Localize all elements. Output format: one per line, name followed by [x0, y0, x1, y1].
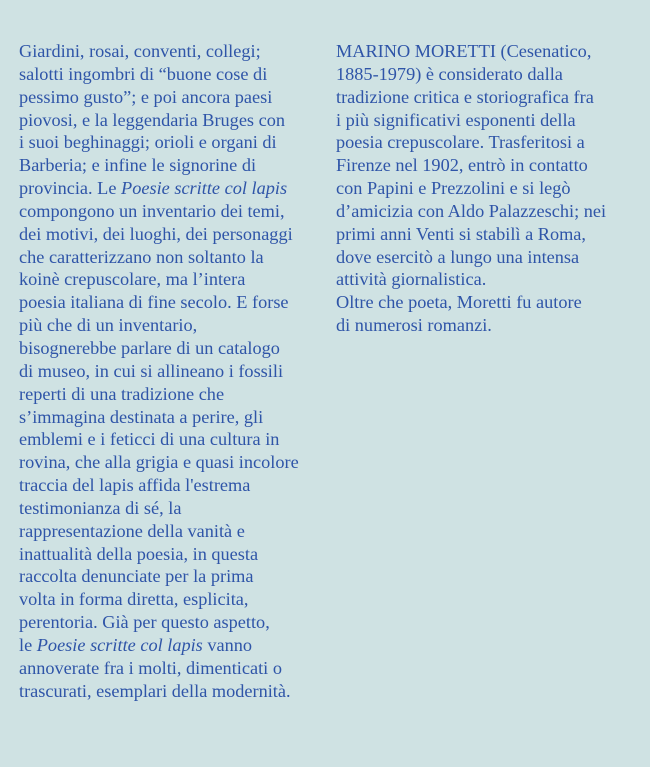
synopsis-line: reperti di una tradizione che	[19, 383, 225, 404]
bio-line: Firenze nel 1902, entrò in contatto	[336, 155, 588, 176]
synopsis-line: pessimo gusto”; e poi ancora paesi	[19, 86, 273, 107]
synopsis-line	[19, 177, 319, 200]
synopsis-line: traccia del lapis affida l'estrema	[19, 475, 251, 496]
book-title-italic: Poesie scritte col lapis	[36, 634, 203, 655]
synopsis-line: inattualità della poesia, in questa	[19, 543, 259, 564]
synopsis-line: annoverate fra i molti, dimenticati o	[19, 657, 282, 678]
line-text: vanno	[202, 634, 253, 655]
synopsis-line: Giardini, rosai, conventi, collegi;	[19, 41, 261, 61]
synopsis-line: salotti ingombri di “buone cose di	[19, 63, 268, 84]
line-text: le	[19, 634, 37, 655]
bio-line: poesia crepuscolare. Trasferitosi a	[336, 132, 585, 153]
synopsis-line: raccolta denunciate per la prima	[19, 566, 254, 587]
bio-line: attività giornalistica.	[336, 269, 487, 290]
synopsis-line: trascurati, esemplari della modernità.	[19, 680, 291, 701]
synopsis-line: piovosi, e la leggendaria Bruges con	[19, 109, 286, 130]
bio-line: di numerosi romanzi.	[336, 315, 492, 336]
synopsis-line: rovina, che alla grigia e quasi incolore	[19, 452, 299, 473]
line-text: provincia. Le	[19, 178, 122, 199]
synopsis-line: di museo, in cui si allineano i fossili	[19, 360, 284, 381]
bio-line: dove esercitò a lungo una intensa	[336, 246, 580, 267]
synopsis-line: compongono un inventario dei temi,	[19, 200, 285, 221]
synopsis-line: bisognerebbe parlare di un catalogo	[19, 337, 280, 358]
bio-line: 1885-1979) è considerato dalla	[336, 63, 563, 84]
synopsis-line: koinè crepuscolare, ma l’intera	[19, 269, 246, 290]
synopsis-line: rappresentazione della vanità e	[19, 520, 245, 541]
synopsis-line	[19, 634, 319, 657]
book-title-italic: Poesie scritte col lapis	[121, 178, 288, 199]
synopsis-column	[19, 40, 319, 702]
bio-line: con Papini e Prezzolini e si legò	[336, 178, 571, 199]
synopsis-line: dei motivi, dei luoghi, dei personaggi	[19, 223, 293, 244]
synopsis-line: Barberia; e infine le signorine di	[19, 155, 257, 176]
bio-line: i più significativi esponenti della	[336, 109, 576, 130]
bio-line: tradizione critica e storiografica fra	[336, 86, 594, 107]
synopsis-line: più che di un inventario,	[19, 315, 198, 336]
synopsis-line: s’immagina destinata a perire, gli	[19, 406, 264, 427]
synopsis-line: i suoi beghinaggi; orioli e organi di	[19, 132, 277, 153]
synopsis-line: emblemi e i feticci di una cultura in	[19, 429, 280, 450]
synopsis-line: perentoria. Già per questo aspetto,	[19, 612, 270, 633]
bio-line: MARINO MORETTI (Cesenatico,	[336, 41, 592, 61]
bio-line: d’amicizia con Aldo Palazzeschi; nei	[336, 200, 607, 221]
synopsis-line: che caratterizzano non soltanto la	[19, 246, 264, 267]
synopsis-line: volta in forma diretta, esplicita,	[19, 589, 249, 610]
bio-line: primi anni Venti si stabilì a Roma,	[336, 223, 586, 244]
bio-line: Oltre che poeta, Moretti fu autore	[336, 292, 582, 313]
synopsis-line: poesia italiana di fine secolo. E forse	[19, 292, 289, 313]
author-bio-column	[336, 40, 636, 337]
synopsis-line: testimonianza di sé, la	[19, 497, 182, 518]
